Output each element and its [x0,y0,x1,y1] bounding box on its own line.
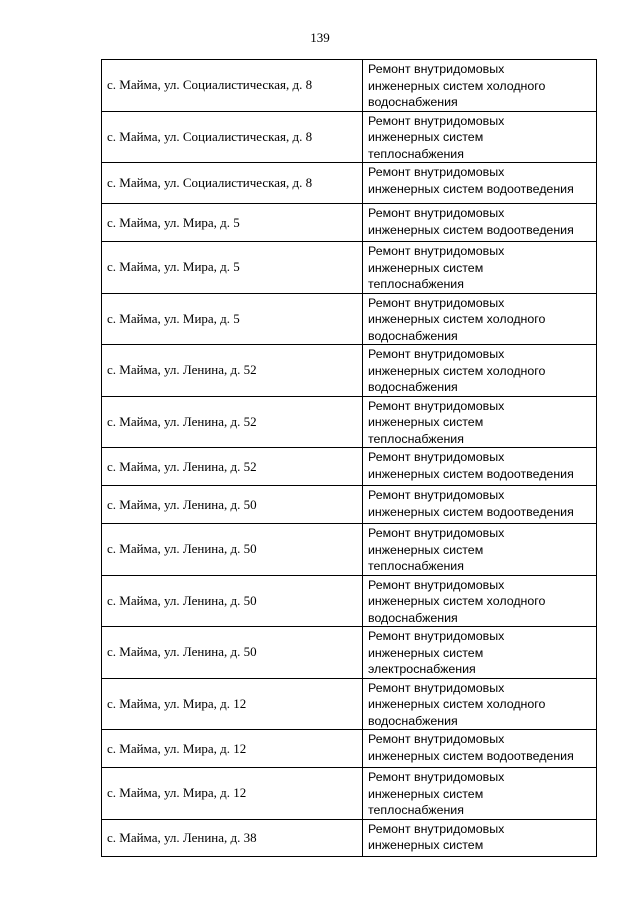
page-number: 139 [310,30,330,45]
work-cell: Ремонт внутридомовых инженерных систем холодного водоснабжения [363,345,597,397]
work-cell: Ремонт внутридомовых инженерных систем электроснабжения [363,627,597,679]
table-row [102,345,597,397]
address-cell: с. Майма, ул. Ленина, д. 38 [102,819,363,856]
table-row [102,575,597,627]
address-cell: с. Майма, ул. Ленина, д. 50 [102,524,363,576]
work-cell: Ремонт внутридомовых инженерных систем холодного водоснабжения [363,293,597,345]
address-cell: с. Майма, ул. Ленина, д. 50 [102,575,363,627]
address-cell: с. Майма, ул. Социалистическая, д. 8 [102,111,363,163]
table-row [102,819,597,856]
works-table [101,59,597,857]
work-cell: Ремонт внутридомовых инженерных систем теплоснабжения [363,242,597,294]
table-row [102,163,597,204]
work-cell: Ремонт внутридомовых инженерных систем водоотведения [363,163,597,204]
address-cell: с. Майма, ул. Мира, д. 12 [102,678,363,730]
address-cell: с. Майма, ул. Мира, д. 5 [102,242,363,294]
address-cell: с. Майма, ул. Мира, д. 5 [102,204,363,242]
table-row [102,486,597,524]
address-cell: с. Майма, ул. Ленина, д. 52 [102,396,363,448]
work-cell: Ремонт внутридомовых инженерных систем водоотведения [363,204,597,242]
address-cell: с. Майма, ул. Ленина, д. 50 [102,486,363,524]
work-cell: Ремонт внутридомовых инженерных систем теплоснабжения [363,111,597,163]
work-cell: Ремонт внутридомовых инженерных систем холодного водоснабжения [363,575,597,627]
work-cell: Ремонт внутридомовых инженерных систем холодного водоснабжения [363,60,597,112]
address-cell: с. Майма, ул. Ленина, д. 52 [102,448,363,486]
table-row [102,396,597,448]
table-row [102,768,597,820]
address-cell: с. Майма, ул. Социалистическая, д. 8 [102,163,363,204]
table-row [102,293,597,345]
address-cell: с. Майма, ул. Мира, д. 12 [102,768,363,820]
address-cell: с. Майма, ул. Мира, д. 5 [102,293,363,345]
work-cell: Ремонт внутридомовых инженерных систем теплоснабжения [363,768,597,820]
work-cell: Ремонт внутридомовых инженерных систем [363,819,597,856]
table-row [102,730,597,768]
address-cell: с. Майма, ул. Социалистическая, д. 8 [102,60,363,112]
work-cell: Ремонт внутридомовых инженерных систем водоотведения [363,730,597,768]
address-cell: с. Майма, ул. Мира, д. 12 [102,730,363,768]
work-cell: Ремонт внутридомовых инженерных систем теплоснабжения [363,396,597,448]
work-cell: Ремонт внутридомовых инженерных систем теплоснабжения [363,524,597,576]
table-row [102,60,597,112]
address-cell: с. Майма, ул. Ленина, д. 52 [102,345,363,397]
work-cell: Ремонт внутридомовых инженерных систем водоотведения [363,486,597,524]
table-row [102,678,597,730]
table-row [102,242,597,294]
table-row [102,627,597,679]
work-cell: Ремонт внутридомовых инженерных систем водоотведения [363,448,597,486]
table-row [102,111,597,163]
table-row [102,204,597,242]
work-cell: Ремонт внутридомовых инженерных систем холодного водоснабжения [363,678,597,730]
table-row [102,524,597,576]
table-row [102,448,597,486]
address-cell: с. Майма, ул. Ленина, д. 50 [102,627,363,679]
